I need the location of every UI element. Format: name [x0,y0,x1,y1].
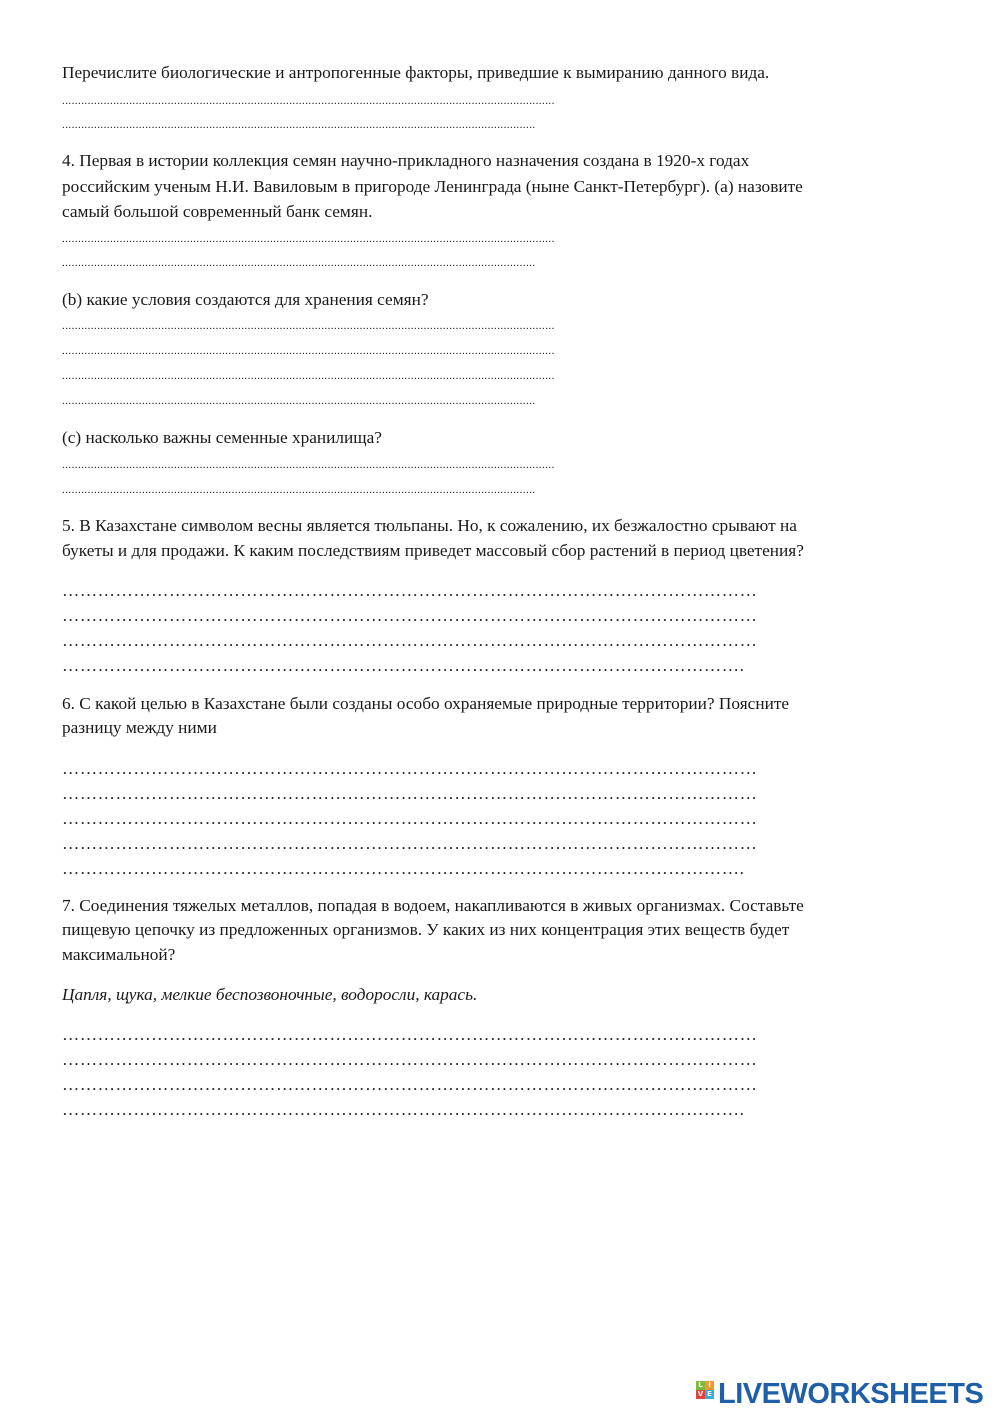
answer-line[interactable]: ……………………………………………………………………………………………………… [62,581,758,600]
answer-line[interactable]: ……………………………………………………………………………………………………… [62,1050,758,1069]
q3-prompt: Перечислите биологические и антропогенные факторы, приведшие к вымиранию данного вида. [62,63,770,82]
answer-line[interactable]: .......................................................................................................................................................... [62,233,555,245]
q7-text-line1: 7. Соединения тяжелых металлов, попадая в водоем, накапливаются в живых организмах. Составьте [62,896,804,915]
q7-text-line2: пищевую цепочку из предложенных организмов. У каких из них концентрация этих веществ будет [62,920,790,939]
liveworksheets-logo-icon [696,1381,714,1407]
q4c-prompt: (c) насколько важны семенные хранилища? [62,428,382,447]
answer-line[interactable]: .......................................................................................................................................................... [62,320,555,332]
answer-line[interactable]: ……………………………………………………………………………………………………… [62,834,758,853]
logo-mark-letter: V [697,1390,704,1398]
answer-line[interactable]: ……………………………………………………………………………………………………. [62,1100,745,1119]
logo-mark-letter: L [696,1381,705,1390]
answer-line[interactable]: ……………………………………………………………………………………………………… [62,1025,758,1044]
answer-line[interactable]: .................................................................................................................................................... [62,257,536,269]
answer-line[interactable]: .......................................................................................................................................................... [62,345,555,357]
answer-line[interactable]: .......................................................................................................................................................... [62,370,555,382]
answer-line[interactable]: ……………………………………………………………………………………………………. [62,656,745,675]
answer-line[interactable]: ……………………………………………………………………………………………………… [62,759,758,778]
q6-text-line1: 6. С какой целью в Казахстане были созданы особо охраняемые природные территории? Поясните [62,694,790,713]
logo-text: LIVEWORKSHEETS [718,1377,984,1410]
answer-line[interactable]: ……………………………………………………………………………………………………… [62,1075,758,1094]
q7-organisms: Цапля, щука, мелкие беспозвоночные, водоросли, карась. [62,985,478,1004]
liveworksheets-logo[interactable] [696,1378,983,1410]
answer-line[interactable]: .......................................................................................................................................................... [62,95,555,107]
q7-text-line3: максимальной? [62,945,176,964]
answer-line[interactable]: ……………………………………………………………………………………………………… [62,631,758,650]
logo-mark-letter: E [705,1390,714,1399]
answer-line[interactable]: .......................................................................................................................................................... [62,459,555,471]
q4-text-line1: 4. Первая в истории коллекция семян научно-прикладного назначения создана в 1920-х годах [62,151,750,170]
answer-line[interactable]: ……………………………………………………………………………………………………… [62,784,758,803]
q5-text-line2: букеты и для продажи. К каким последствиям приведет массовый сбор растений в период цветения? [62,541,804,560]
answer-line[interactable]: .................................................................................................................................................... [62,119,536,131]
answer-line[interactable]: ……………………………………………………………………………………………………. [62,859,745,878]
q6-text-line2: разницу между ними [62,718,217,737]
q4b-prompt: (b) какие условия создаются для хранения семян? [62,290,429,309]
answer-line[interactable]: .................................................................................................................................................... [62,395,536,407]
q4-text-line2: российским ученым Н.И. Вавиловым в пригороде Ленинграда (ныне Санкт-Петербург). (a) назовите [62,177,803,196]
q5-text-line1: 5. В Казахстане символом весны является тюльпаны. Но, к сожалению, их безжалостно срывают на [62,516,797,535]
answer-line[interactable]: .................................................................................................................................................... [62,484,536,496]
answer-line[interactable]: ……………………………………………………………………………………………………… [62,606,758,625]
answer-line[interactable]: ……………………………………………………………………………………………………… [62,809,758,828]
q4-text-line3: самый большой современный банк семян. [62,202,373,221]
logo-mark-letter: I [705,1381,714,1390]
